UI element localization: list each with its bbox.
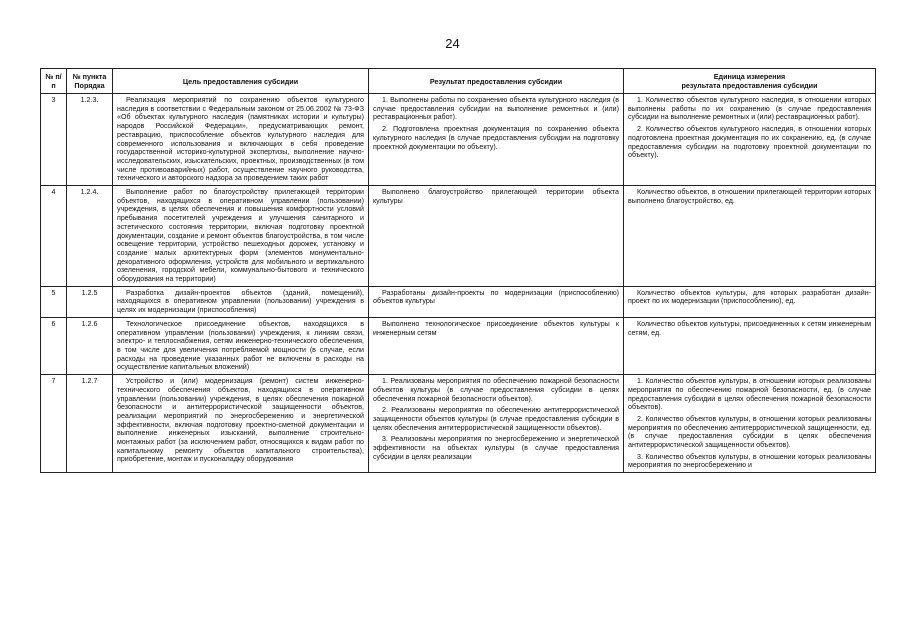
row-result-paragraph: 2. Реализованы мероприятия по обеспечению антитеррористической защищенности объектов культуры (в случае предоставления субсидии в целях обеспечения антитеррористической защищенности объектов).: [373, 406, 619, 432]
row-order: 1.2.7: [67, 375, 113, 473]
row-result: [369, 286, 624, 317]
row-order: 1.2.5: [67, 286, 113, 317]
row-unit-paragraph: Количество объектов культуры, присоединенных к сетям инженерным сетям, ед.: [628, 319, 871, 337]
table-row: [41, 186, 876, 287]
row-goal: [113, 375, 369, 473]
header-goal: Цель предоставления субсидии: [113, 69, 369, 94]
row-unit: [624, 375, 876, 473]
row-unit: [624, 317, 876, 374]
row-num: 6: [41, 317, 67, 374]
row-result-paragraph: 1. Выполнены работы по сохранению объекта культурного наследия (в случае предоставления субсидии на выполнение ремонтных и (или) реставрационных работ).: [373, 96, 619, 122]
header-order: № пункта Порядка: [67, 69, 113, 94]
row-result-paragraph: 2. Подготовлена проектная документация по сохранению объекта культурного наследия (в случае предоставления субсидии на подготовку проектной документации по объекту).: [373, 125, 619, 151]
row-unit: [624, 186, 876, 287]
row-unit-paragraph: 2. Количество объектов культуры, в отношении которых реализованы мероприятия по обеспечению антитеррористической защищенности, ед. (в случае предоставления субсидии в целях обеспечения антитеррористической защищенности объектов).: [628, 414, 871, 450]
row-unit-paragraph: Количество объектов культуры, для которых разработан дизайн-проект по их модернизации (приспособлению), ед.: [628, 288, 871, 306]
header-unit-line2: результата предоставления субсидии: [681, 81, 818, 90]
table-row: [41, 375, 876, 473]
row-unit-paragraph: 2. Количество объектов культурного наследия, в отношении которых подготовлена проектная документация по их сохранению, ед. (в случае предоставления субсидии на подготовку проектной документации по объекту).: [628, 125, 871, 160]
row-goal: [113, 286, 369, 317]
row-num: 4: [41, 186, 67, 287]
row-goal: [113, 186, 369, 287]
row-result: [369, 375, 624, 473]
row-result-paragraph: 1. Реализованы мероприятия по обеспечению пожарной безопасности объектов культуры (в случае предоставления субсидии в целях обеспечения пожарной безопасности объектов).: [373, 377, 619, 403]
row-unit-paragraph: 1. Количество объектов культуры, в отношении которых реализованы мероприятия по обеспечению пожарной безопасности, ед. (в случае предоставления субсидии в целях обеспечения пожарной безопасности объектов).: [628, 377, 871, 412]
row-result-paragraph: 3. Реализованы мероприятия по энергосбережению и энергетической эффективности на объектах культуры (в случае предоставления субсидии в целях реализации: [373, 435, 619, 461]
header-num: № п/п: [41, 69, 67, 94]
row-result: [369, 94, 624, 186]
row-result: [369, 317, 624, 374]
row-unit: [624, 286, 876, 317]
table-row: [41, 94, 876, 186]
table-row: [41, 286, 876, 317]
row-order: 1.2.6: [67, 317, 113, 374]
row-result-paragraph: Разработаны дизайн-проекты по модернизации (приспособлению) объектов культуры: [373, 288, 619, 306]
header-result: Результат предоставления субсидии: [369, 69, 624, 94]
row-goal: [113, 317, 369, 374]
row-num: 5: [41, 286, 67, 317]
row-goal: [113, 94, 369, 186]
header-unit-line1: Единица измерения: [713, 72, 786, 81]
row-goal-paragraph: Технологическое присоединение объектов, находящихся в оперативном управлении (пользовании) учреждения, к линиям связи, электро- и теплоснабжения, сетям инженерно-технического обеспечения, в том числе для увеличения потребляемой мощности (в случае, если расходы на проведение указанных работ не включены в расходы на осуществление капитальных вложений): [117, 319, 364, 372]
row-num: 7: [41, 375, 67, 473]
table-row: [41, 317, 876, 374]
row-goal-paragraph: Устройство и (или) модернизация (ремонт) систем инженерно-технического обеспечения объектов, находящихся в оперативном управлении (пользовании) учреждения, в целях обеспечения пожарной безопасности и антитеррористической защищенности объектов, реализации мероприятий по энергосбережению и энергетической эффективности, включая подготовку проектно-сметной документации и выполнение инженерных изысканий, выполнение строительно-монтажных работ (за исключением работ, относящихся к видам работ по капитальному ремонту объектов капитального строительства), приобретение, монтаж и пусконаладку оборудования: [117, 377, 364, 464]
row-unit-paragraph: 3. Количество объектов культуры, в отношении которых реализованы мероприятия по энергосбережению и: [628, 452, 871, 470]
header-unit: [624, 69, 876, 94]
row-num: 3: [41, 94, 67, 186]
row-result-paragraph: Выполнено технологическое присоединение объектов культуры к инженерным сетям: [373, 319, 619, 337]
row-order: 1.2.3.: [67, 94, 113, 186]
row-goal-paragraph: Выполнение работ по благоустройству прилегающей территории объектов, находящихся в оперативном управлении (пользовании) учреждения, в целях обеспечения и повышения комфортности условий пребывания посетителей учреждения и улучшения санитарного и эстетического состояния территории, включая подготовку проектной документации, создание и ремонт объектов благоустройства, в том числе освещение территории, устройство пешеходных дорожек, установку и создание малых архитектурных форм (элементов монументально-декоративного оформления, устройств для мобильного и вертикального озеленения, городской мебели, коммунально-бытового и технического оборудования на территории): [117, 188, 364, 284]
row-order: 1.2.4.: [67, 186, 113, 287]
row-goal-paragraph: Разработка дизайн-проектов объектов (зданий, помещений), находящихся в оперативном управлении (пользовании) учреждения в целях их модернизации (приспособления): [117, 288, 364, 315]
row-result: [369, 186, 624, 287]
row-result-paragraph: Выполнено благоустройство прилегающей территории объекта культуры: [373, 188, 619, 205]
page-number: 24: [445, 36, 460, 51]
row-unit-paragraph: Количество объектов, в отношении прилегающей территории которых выполнено благоустройство, ед.: [628, 188, 871, 205]
row-unit: [624, 94, 876, 186]
row-goal-paragraph: Реализация мероприятий по сохранению объектов культурного наследия в соответствии с Федеральным законом от 25.06.2002 № 73-ФЗ «Об объектах культурного наследия (памятниках истории и культуры) народов Российской Федерации», предусматривающих ремонт, реставрацию, приспособление объектов культурного наследия для современного использования и включающих в себя проведение государственной историко-культурной экспертизы, выполнение научно-исследовательских, изыскательских, проектных, производственных (в том числе противоаварийных) работ, осуществление научного руководства, технического и авторского надзора за проведением таких работ: [117, 96, 364, 183]
subsidy-table: [40, 68, 876, 473]
row-unit-paragraph: 1. Количество объектов культурного наследия, в отношении которых выполнены работы по их сохранению (в случае предоставления субсидии на выполнение ремонтных и (или) реставрационных работ).: [628, 96, 871, 122]
table-header-row: [41, 69, 876, 94]
